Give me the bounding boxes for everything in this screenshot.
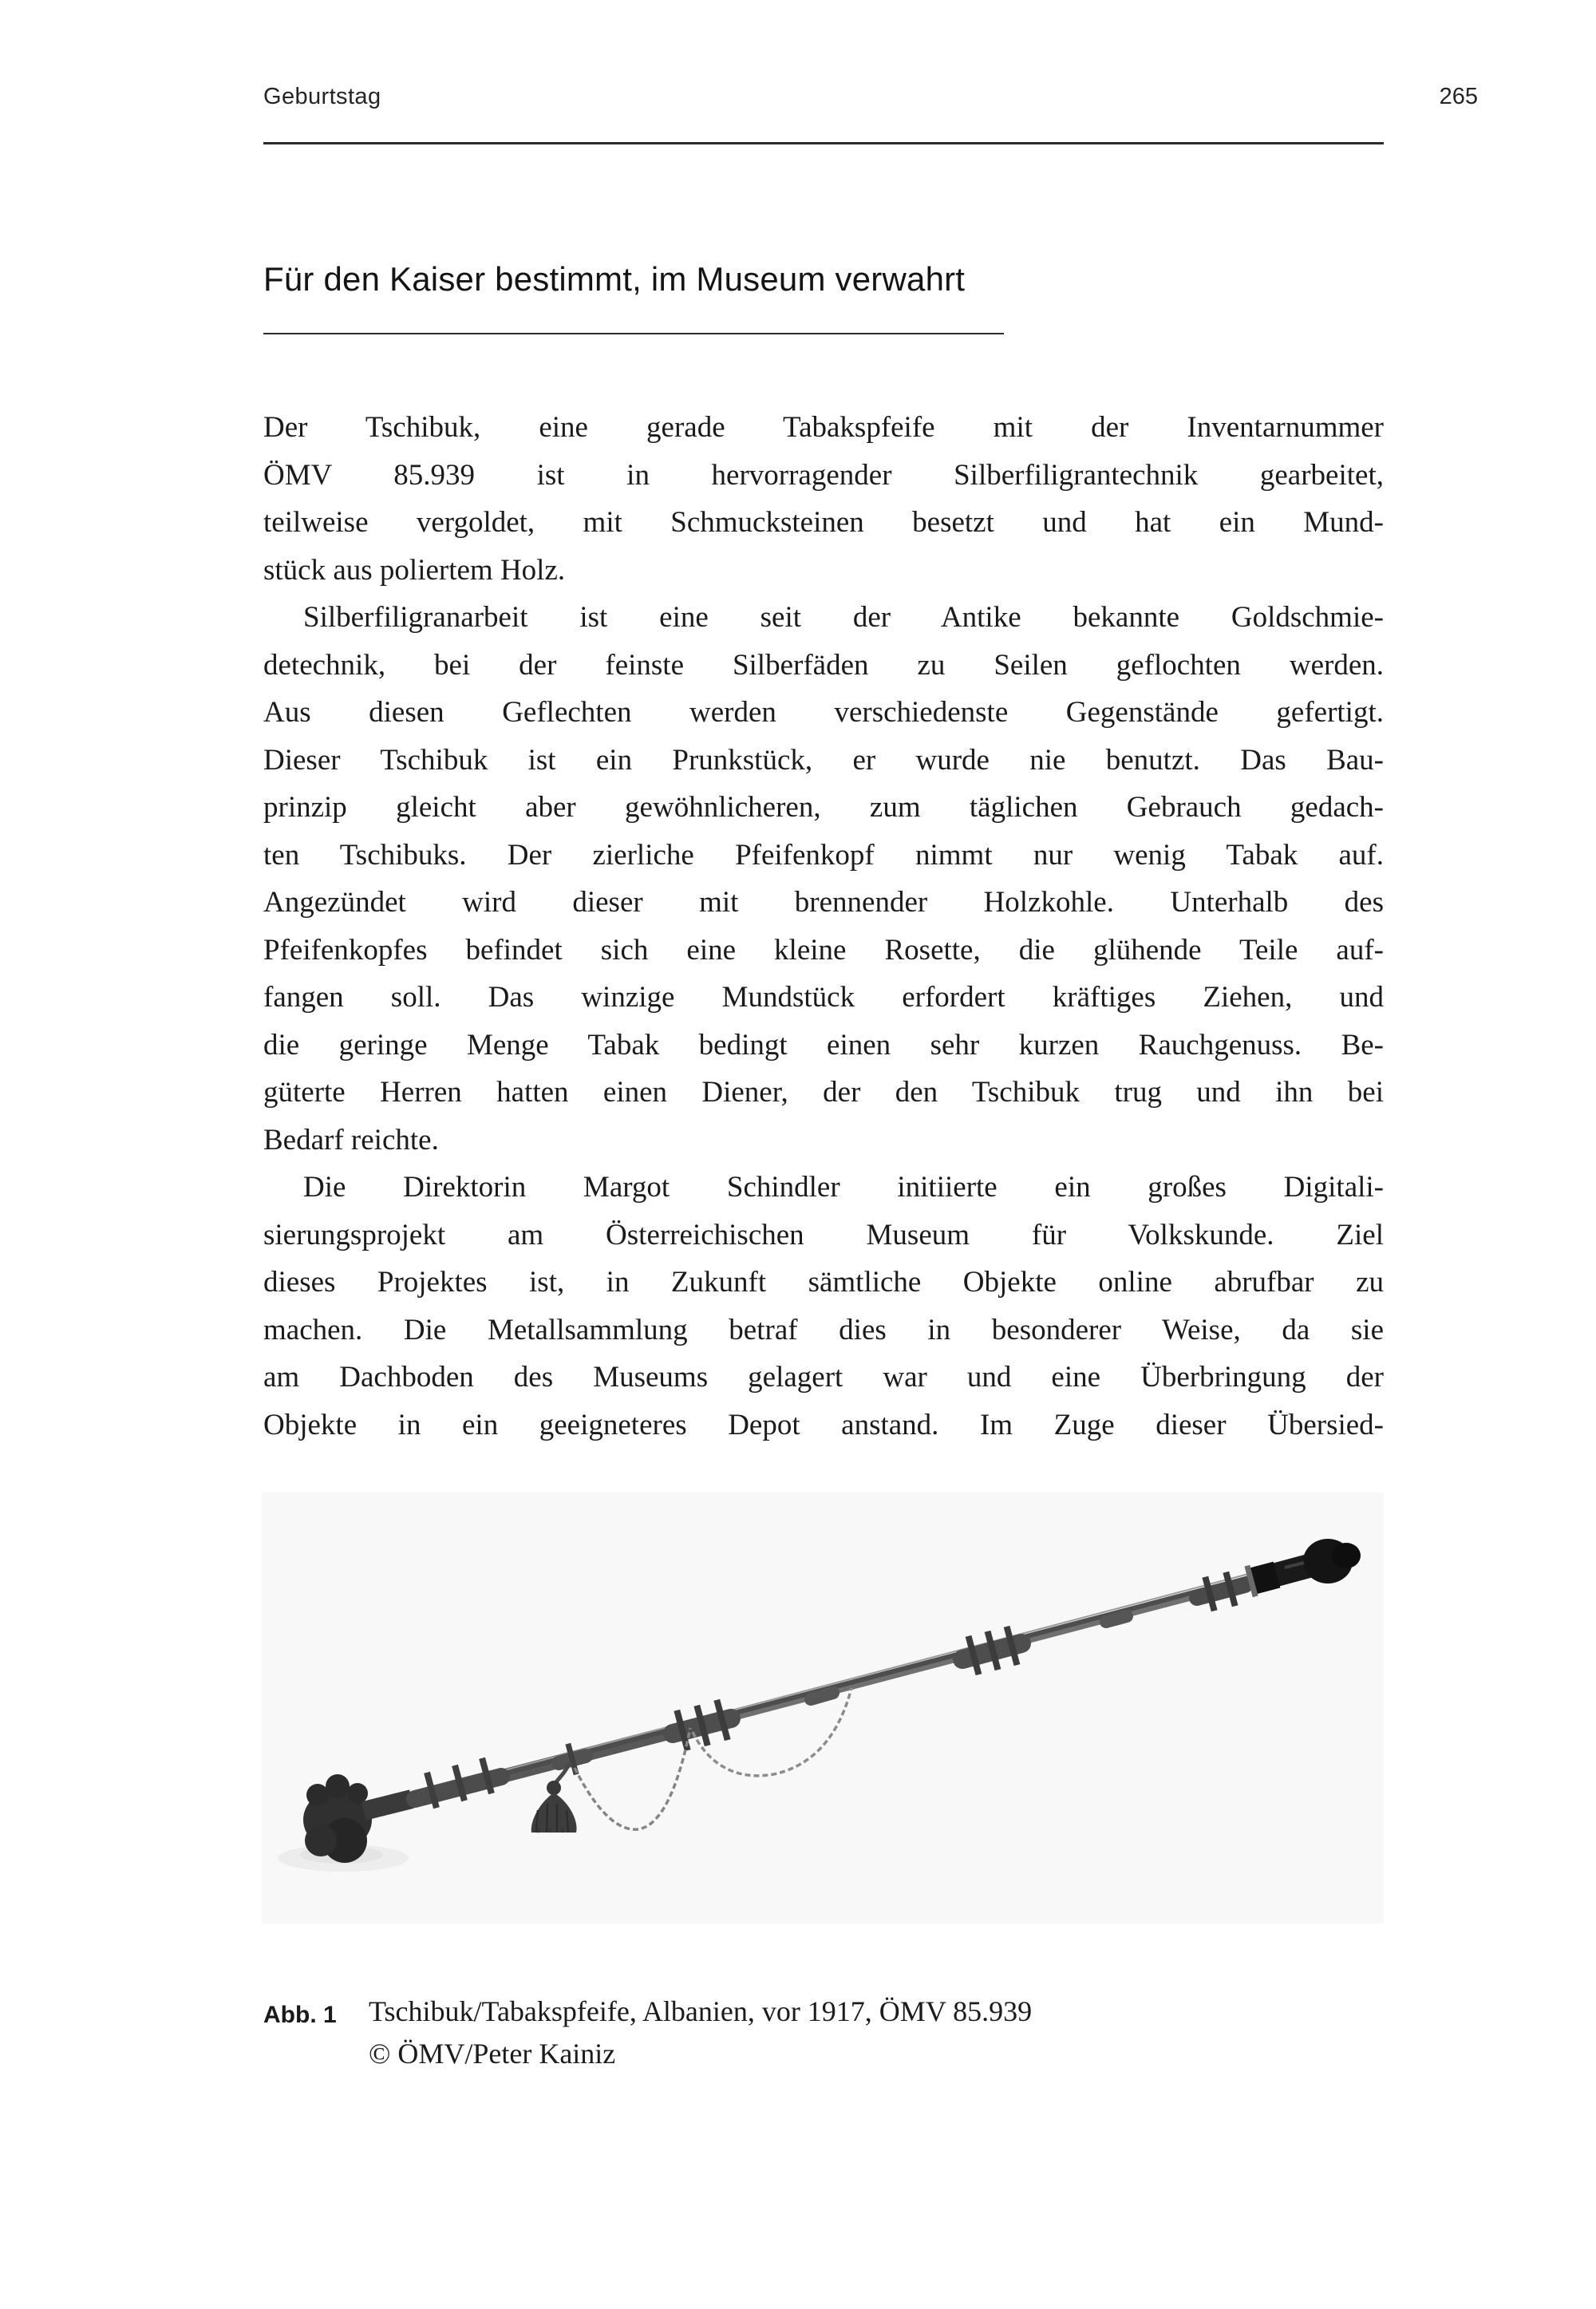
running-header: Geburtstag [263,84,381,109]
pipe-mouthpiece [1244,1539,1361,1597]
body-line: dieses Projektes ist, in Zukunft sämtliche Objekte online abrufbar zu [263,1266,1384,1299]
caption-line: Tschibuk/Tabakspfeife, Albanien, vor 1917, ÖMV 85.939 [369,1995,1033,2027]
body-line: am Dachboden des Museums gelagert war und eine Überbringung der [263,1361,1384,1394]
caption-line: © ÖMV/Peter Kainiz [369,2038,616,2070]
body-line: Angezündet wird dieser mit brennender Holzkohle. Unterhalb des [263,886,1384,919]
body-line: fangen soll. Das winzige Mundstück erfordert kräftiges Ziehen, und [263,981,1384,1014]
body-text [263,404,1384,1449]
body-line: die geringe Menge Tabak bedingt einen sehr kurzen Rauchgenuss. Be- [263,1028,1384,1062]
body-line: teilweise vergoldet, mit Schmucksteinen besetzt und hat ein Mund- [263,506,1384,539]
figure-caption-text [369,1991,1246,2075]
body-line: Der Tschibuk, eine gerade Tabakspfeife mit der Inventarnummer [263,411,1384,444]
body-line: Aus diesen Geflechten werden verschiedenste Gegenstände gefertigt. [263,696,1384,729]
body-line: detechnik, bei der feinste Silberfäden zu Seilen geflochten werden. [263,648,1384,682]
body-line: güterte Herren hatten einen Diener, der den Tschibuk trug und ihn bei [263,1076,1384,1109]
body-line: ÖMV 85.939 ist in hervorragender Silberfiligrantechnik gearbeitet, [263,458,1384,492]
pipe-bowl [303,1774,412,1863]
tschibuk-pipe-photo [262,1493,1384,1924]
body-line: Die Direktorin Margot Schindler initiierte ein großes Digitali- [303,1171,1384,1204]
body-line: Silberfiligranarbeit ist eine seit der Antike bekannte Goldschmie- [303,601,1384,634]
article-title: Für den Kaiser bestimmt, im Museum verwahrt [263,260,966,298]
header-rule [263,142,1384,144]
figure-caption-label: Abb. 1 [263,2002,337,2028]
body-line: machen. Die Metallsammlung betraf dies in besonderer Weise, da sie [263,1313,1384,1346]
body-line: Bedarf reichte. [263,1123,439,1156]
body-line: prinzip gleicht aber gewöhnlicheren, zum täglichen Gebrauch gedach- [263,791,1384,824]
body-line: ten Tschibuks. Der zierliche Pfeifenkopf nimmt nur wenig Tabak auf. [263,838,1384,872]
body-line: sierungsprojekt am Österreichischen Museum für Volkskunde. Ziel [263,1218,1384,1251]
title-underline [263,333,1004,334]
body-line: Pfeifenkopfes befindet sich eine kleine Rosette, die glühende Teile auf- [263,933,1384,967]
page-number: 265 [1439,84,1478,109]
body-line: Dieser Tschibuk ist ein Prunkstück, er wurde nie benutzt. Das Bau- [263,743,1384,777]
body-line: stück aus poliertem Holz. [263,553,566,587]
figure-plate [262,1493,1384,1924]
body-line: Objekte in ein geeigneteres Depot anstand. Im Zuge dieser Übersied- [263,1408,1384,1441]
pipe-chains [575,1688,851,1829]
